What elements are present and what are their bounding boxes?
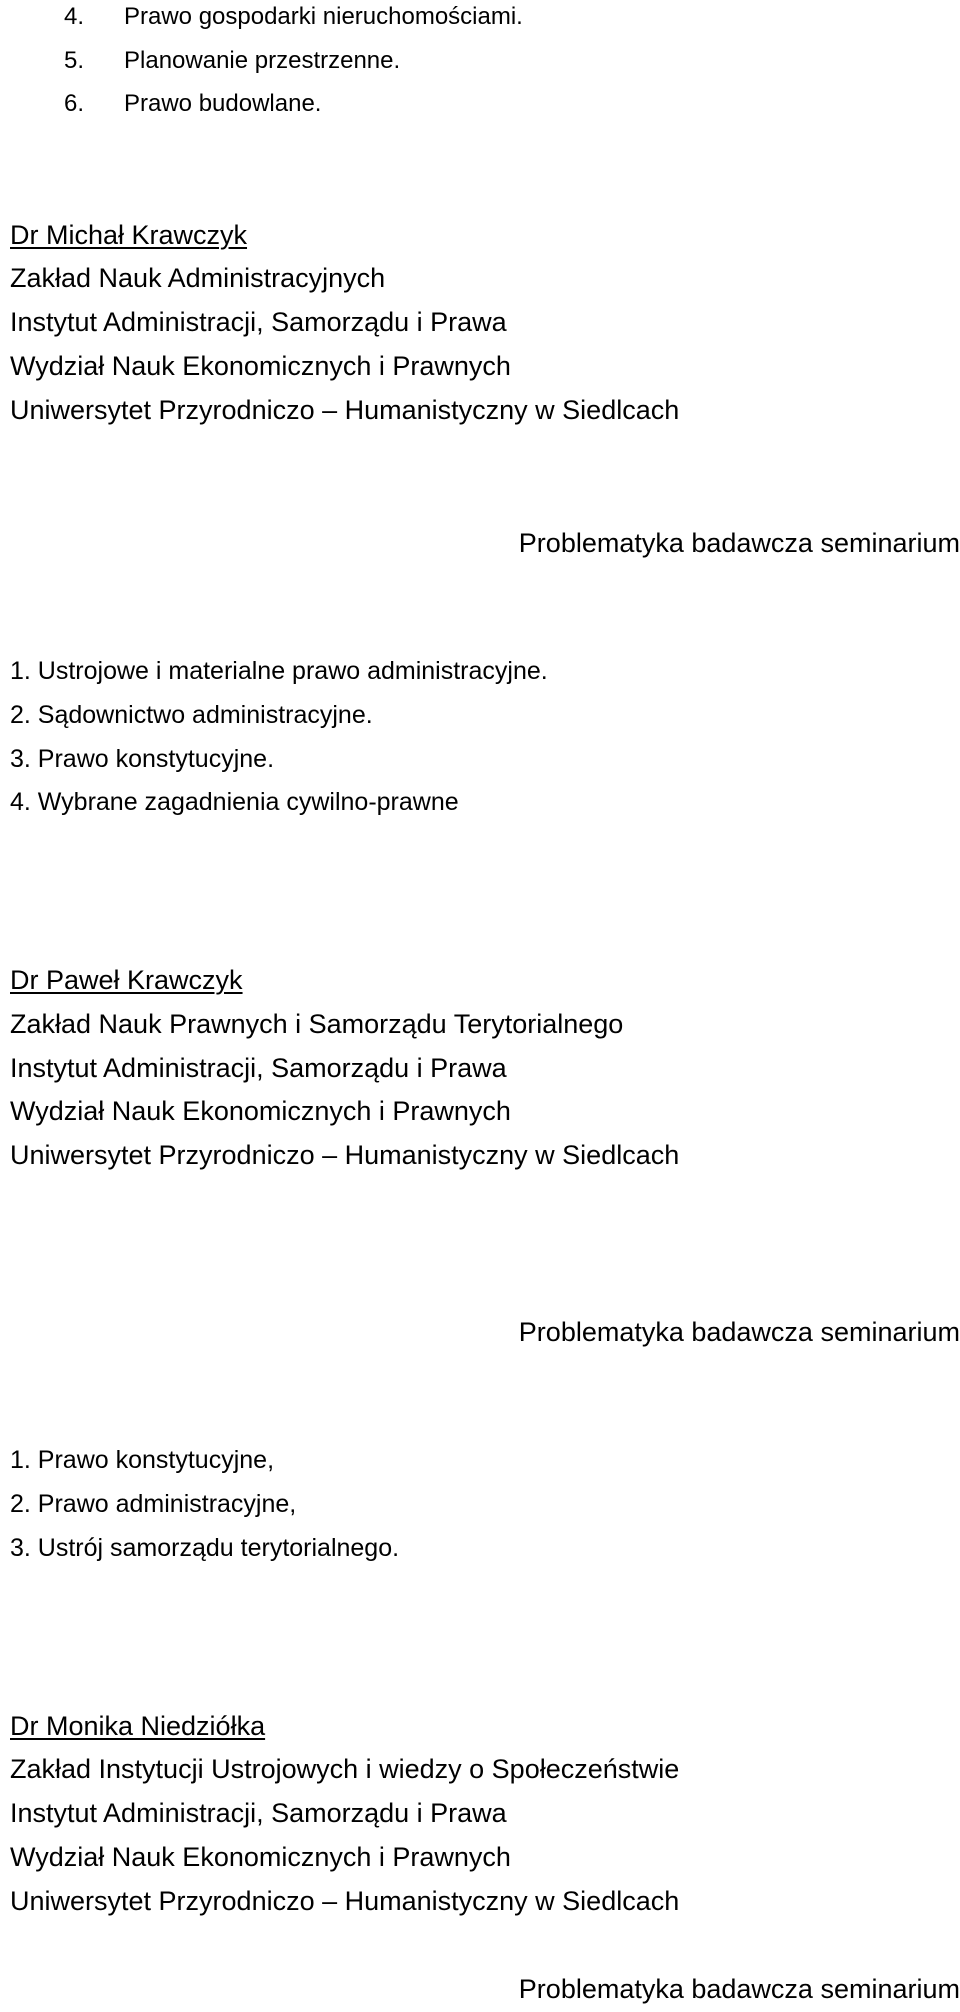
supervisor-faculty: Wydział Nauk Ekonomicznych i Prawnych (10, 351, 511, 381)
supervisor-university: Uniwersytet Przyrodniczo – Humanistyczny w Siedlcach (10, 395, 680, 425)
top-list-text: Prawo budowlane. (124, 90, 322, 117)
supervisor-institute: Instytut Administracji, Samorządu i Prawa (10, 1053, 507, 1083)
seminar-heading: Problematyka badawcza seminarium (518, 528, 960, 558)
seminar-topic: 2. Prawo administracyjne, (10, 1490, 297, 1518)
supervisor-department: Zakład Nauk Prawnych i Samorządu Terytorialnego (10, 1009, 624, 1039)
supervisor-university: Uniwersytet Przyrodniczo – Humanistyczny w Siedlcach (10, 1140, 680, 1170)
supervisor-name: Dr Michał Krawczyk (10, 220, 248, 250)
top-list-number: 6. (64, 90, 85, 117)
seminar-topic: 1. Ustrojowe i materialne prawo administracyjne. (10, 657, 548, 685)
seminar-topic: 2. Sądownictwo administracyjne. (10, 701, 373, 729)
top-list-text: Prawo gospodarki nieruchomościami. (124, 3, 523, 30)
top-list-text: Planowanie przestrzenne. (124, 47, 401, 74)
supervisor-name: Dr Monika Niedziółka (10, 1711, 266, 1741)
supervisor-institute: Instytut Administracji, Samorządu i Prawa (10, 1798, 507, 1828)
supervisor-faculty: Wydział Nauk Ekonomicznych i Prawnych (10, 1096, 511, 1126)
seminar-topic: 1. Prawo konstytucyjne, (10, 1446, 275, 1474)
seminar-heading: Problematyka badawcza seminarium (518, 1317, 960, 1347)
supervisor-department: Zakład Instytucji Ustrojowych i wiedzy o Społeczeństwie (10, 1754, 680, 1784)
supervisor-department: Zakład Nauk Administracyjnych (10, 263, 386, 293)
top-list-number: 5. (64, 47, 85, 74)
supervisor-name: Dr Paweł Krawczyk (10, 965, 243, 995)
seminar-topic: 3. Prawo konstytucyjne. (10, 745, 275, 773)
seminar-heading: Problematyka badawcza seminarium (518, 1974, 960, 2004)
seminar-topic: 3. Ustrój samorządu terytorialnego. (10, 1534, 400, 1562)
supervisor-institute: Instytut Administracji, Samorządu i Prawa (10, 307, 507, 337)
top-list-number: 4. (64, 3, 85, 30)
supervisor-faculty: Wydział Nauk Ekonomicznych i Prawnych (10, 1842, 511, 1872)
supervisor-university: Uniwersytet Przyrodniczo – Humanistyczny w Siedlcach (10, 1886, 680, 1916)
seminar-topic: 4. Wybrane zagadnienia cywilno-prawne (10, 788, 459, 816)
